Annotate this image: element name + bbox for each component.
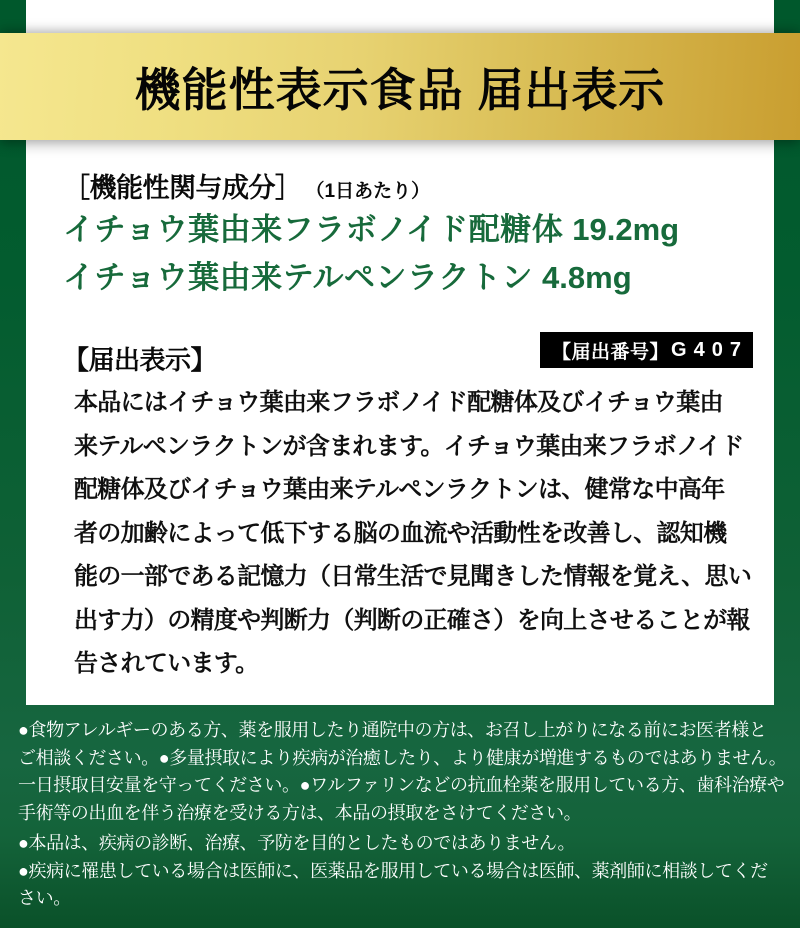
footer-notes	[18, 717, 788, 913]
note-paragraph	[18, 830, 788, 858]
note-paragraph	[18, 717, 788, 827]
notification-number-badge	[540, 332, 753, 368]
note-line: ●食物アレルギーのある方、薬を服用したり通院中の方は、お召し上がりになる前にお医者様と	[18, 720, 767, 740]
ingredient-line	[63, 254, 679, 302]
note-line: 一日摂取目安量を守ってください。●ワルファリンなどの抗血栓薬を服用している方、歯科治療や	[18, 775, 785, 795]
notification-text	[74, 381, 752, 686]
notification-number-label: 【届出番号】	[552, 341, 670, 363]
ingredient-section-label: ［機能性関与成分］	[63, 173, 302, 203]
notification-text-line: 来テルペンラクトンが含まれます。イチョウ葉由来フラボノイド	[74, 432, 744, 460]
note-line: ●疾病に罹患している場合は医師に、医薬品を服用している場合は医師、薬剤師に相談してくだ	[18, 860, 768, 881]
ingredient-list	[63, 206, 679, 302]
ingredient-amount: 4.8mg	[542, 260, 632, 295]
ingredient-amount: 19.2mg	[572, 212, 680, 247]
note-paragraph	[18, 858, 788, 913]
notification-text-line: 告されています。	[74, 650, 259, 677]
notification-text-line: 配糖体及びイチョウ葉由来テルペンラクトンは、健常な中高年	[74, 476, 725, 503]
ingredient-name: イチョウ葉由来フラボノイド配糖体	[63, 212, 564, 247]
notification-text-line: 能の一部である記憶力（日常生活で見聞きした情報を覚え、思い	[74, 563, 752, 590]
note-line: さい。	[18, 888, 71, 908]
note-line: ●本品は、疾病の診断、治療、予防を目的としたものではありません。	[18, 833, 576, 853]
ingredient-section-header	[63, 166, 430, 205]
per-day-label: （1日あたり）	[305, 181, 431, 202]
note-line: 手術等の出血を伴う治療を受ける方は、本品の摂取をさけてください。	[18, 802, 582, 823]
notification-text-line: 本品にはイチョウ葉由来フラボノイド配糖体及びイチョウ葉由	[74, 389, 723, 416]
notification-text-line: 出す力）の精度や判断力（判断の正確さ）を向上させることが報	[74, 606, 750, 634]
notification-number-value: G407	[671, 338, 748, 361]
ingredient-name: イチョウ葉由来テルペンラクトン	[63, 260, 534, 295]
notification-heading: 【届出表示】	[63, 345, 217, 375]
page-title: 機能性表示食品 届出表示	[134, 63, 666, 116]
ingredient-line	[63, 206, 679, 254]
notification-text-line: 者の加齢によって低下する脳の血流や活動性を改善し、認知機	[74, 519, 727, 547]
title-banner	[0, 33, 800, 140]
note-line: ご相談ください。●多量摂取により疾病が治癒したり、より健康が増進するものではありません。	[18, 747, 787, 768]
